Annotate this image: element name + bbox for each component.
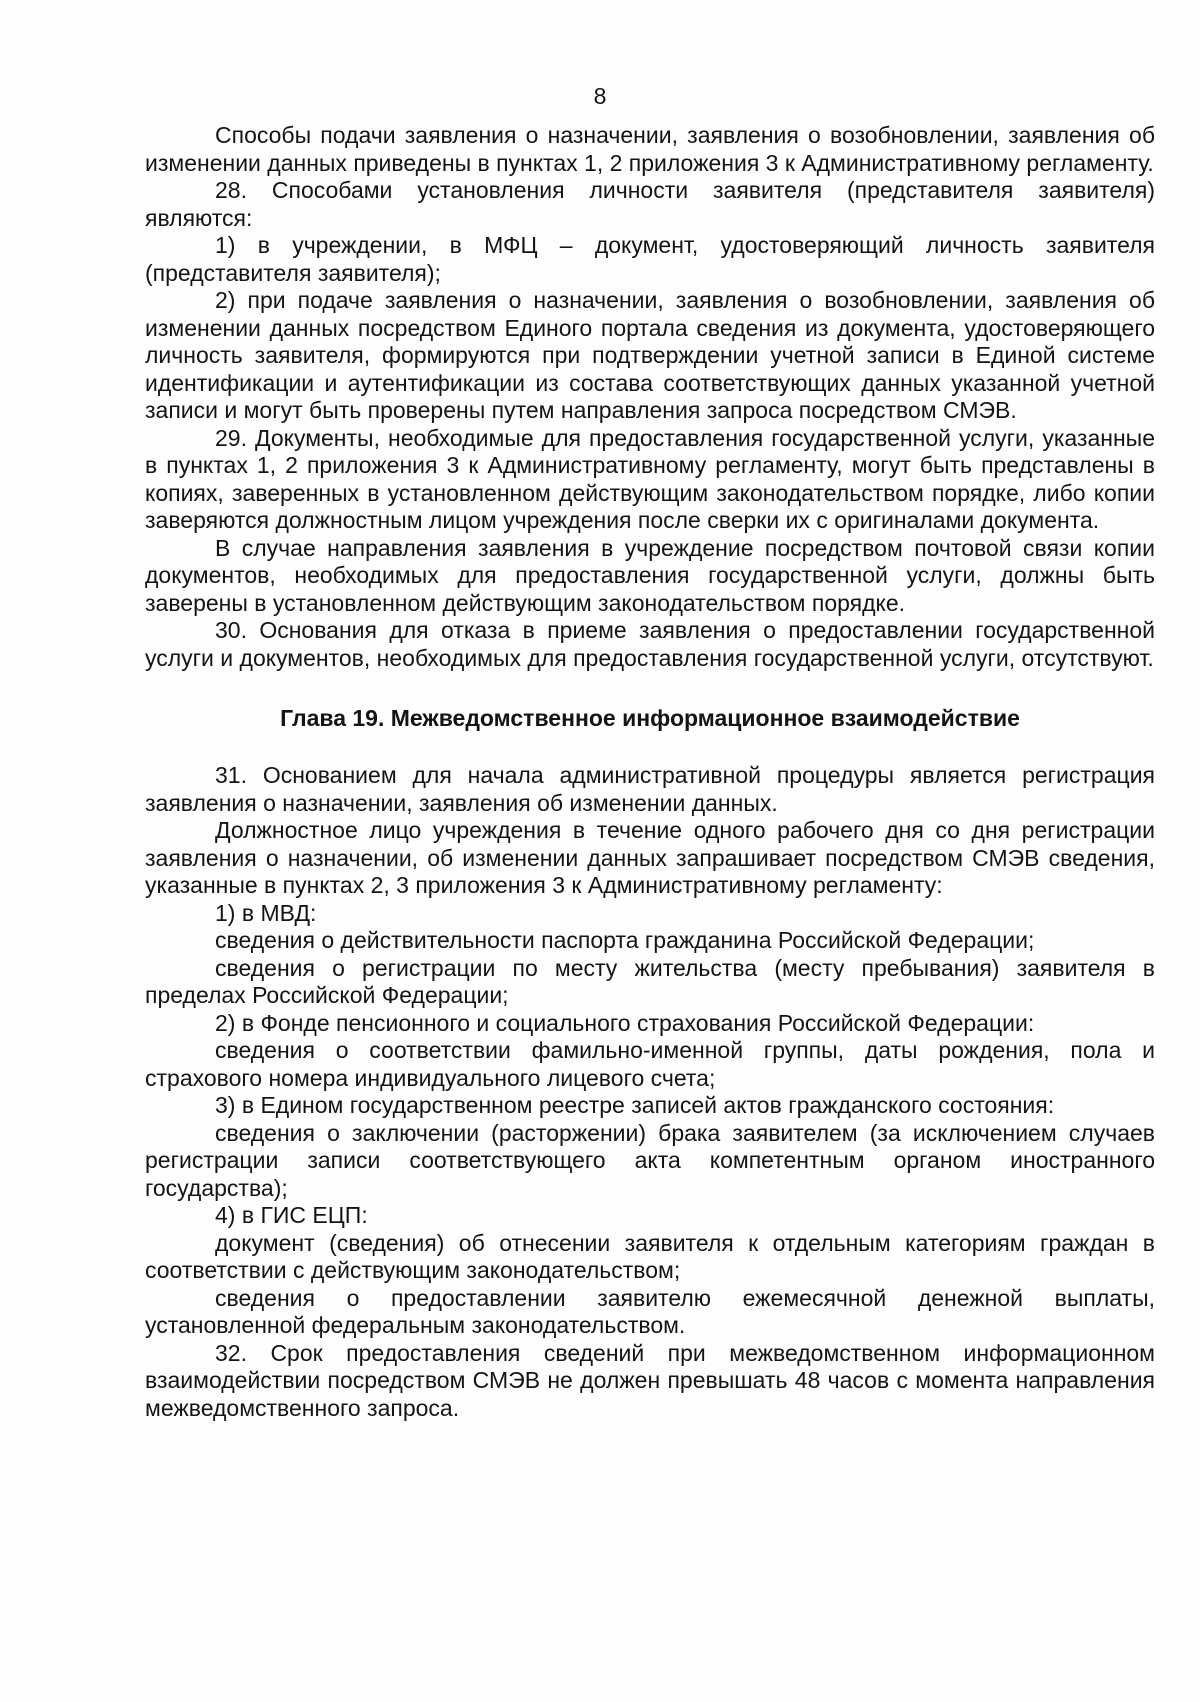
paragraph-32: 32. Срок предоставления сведений при межведомственном информационном взаимодействии посредством СМЭВ не должен превышать 48 часов с момента направления межведомственного запроса. <box>145 1339 1155 1421</box>
list-item-registration: сведения о регистрации по месту жительства (месту пребывания) заявителя в пределах Российской Федерации; <box>145 954 1155 1008</box>
paragraph-28: 28. Способами установления личности заявителя (представителя заявителя) являются: <box>145 177 1155 231</box>
list-item-payment: сведения о предоставлении заявителю ежемесячной денежной выплаты, установленной федеральным законодательством. <box>145 1284 1155 1338</box>
list-item-passport: сведения о действительности паспорта гражданина Российской Федерации; <box>215 927 1035 953</box>
page-number: 8 <box>593 83 607 109</box>
list-item-zags: 3) в Едином государственном реестре записей актов гражданского состояния: <box>215 1092 1055 1118</box>
paragraph-30: 30. Основания для отказа в приеме заявления о предоставлении государственной услуги и документов, необходимых для предоставления государственной услуги, отсутствуют. <box>145 617 1155 671</box>
list-item-marriage: сведения о заключении (расторжении) брака заявителем (за исключением случаев регистрации записи соответствующего акта компетентным органом иностранного государства); <box>145 1119 1155 1201</box>
paragraph-29: 29. Документы, необходимые для предоставления государственной услуги, указанные в пунктах 1, 2 приложения 3 к Административному регламенту, могут быть представлены в копиях, заверенных в установленном действующим законодательством порядке, либо копии заверяются должностным лицом учреждения после сверки их с оригиналами документа. <box>145 424 1155 533</box>
list-item-fund: 2) в Фонде пенсионного и социального страхования Российской Федерации: <box>215 1009 1035 1036</box>
chapter-heading: Глава 19. Межведомственное информационное взаимодействие <box>280 705 1020 731</box>
document-body <box>145 122 1155 1422</box>
paragraph-28-item-1: 1) в учреждении, в МФЦ – документ, удостоверяющий личность заявителя (представителя заявителя); <box>145 232 1155 286</box>
paragraph-31: 31. Основанием для начала административной процедуры является регистрация заявления о назначении, заявления об изменении данных. <box>145 762 1155 816</box>
paragraph-submission-methods: Способы подачи заявления о назначении, заявления о возобновлении, заявления об изменении данных приведены в пунктах 1, 2 приложения 3 к Административному регламенту. <box>145 122 1155 176</box>
list-item-fio-check: сведения о соответствии фамильно-именной группы, даты рождения, пола и страхового номера индивидуального лицевого счета; <box>145 1037 1155 1091</box>
list-item-mvd: 1) в МВД: <box>215 899 317 926</box>
paragraph-29-postal: В случае направления заявления в учреждение посредством почтовой связи копии документов, необходимых для предоставления государственной услуги, должны быть заверены в установленном действующим законодательством порядке. <box>145 534 1155 616</box>
list-item-gis: 4) в ГИС ЕЦП: <box>215 1202 368 1228</box>
paragraph-31-official: Должностное лицо учреждения в течение одного рабочего дня со дня регистрации заявления о назначении, об изменении данных запрашивает посредством СМЭВ сведения, указанные в пунктах 2, 3 приложения 3 к Административному регламенту: <box>145 817 1155 898</box>
paragraph-28-item-2: 2) при подаче заявления о назначении, заявления о возобновлении, заявления об изменении данных посредством Единого портала сведения из документа, удостоверяющего личность заявителя, формируются при подтверждении учетной записи в Единой системе идентификации и аутентификации из состава соответствующих данных указанной учетной записи и могут быть проверены путем направления запроса посредством СМЭВ. <box>145 287 1155 423</box>
list-item-category: документ (сведения) об отнесении заявителя к отдельным категориям граждан в соответствии с действующим законодательством; <box>145 1229 1155 1283</box>
